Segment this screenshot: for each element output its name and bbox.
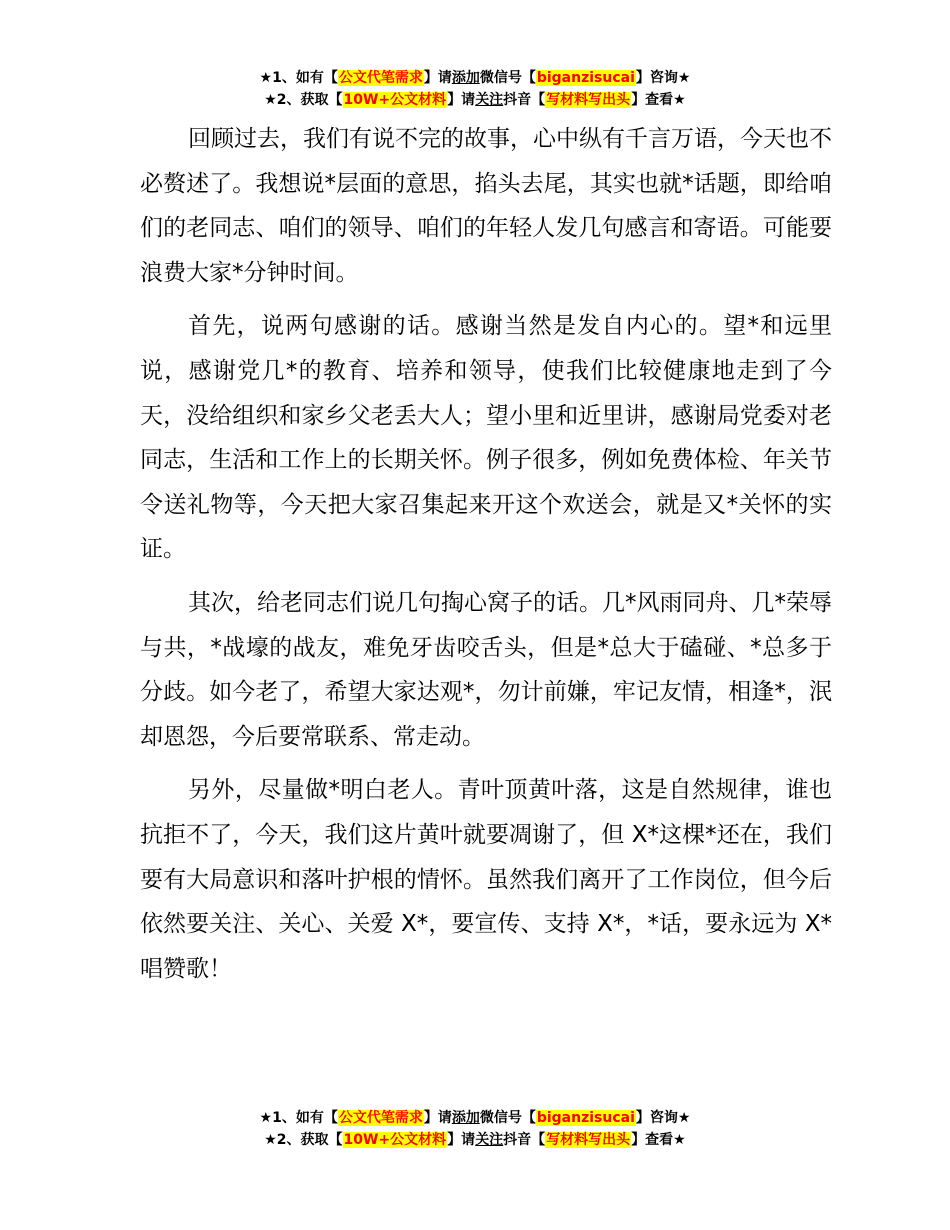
paragraph-wise-elder: 另外，尽量做*明白老人。青叶顶黄叶落，这是自然规律，谁也抗拒不了，今天，我们这片黄叶就要凋谢了，但 X*这棵*还在，我们要有大局意识和落叶护根的情怀。虽然我们离开了工作岗位，但今后依然要关注、关心、关爱 X*，要宣传、支持 X*，*话，要永远为 X*唱赞歌！ bbox=[140, 777, 832, 982]
paragraph-thanks: 首先，说两句感谢的话。感谢当然是发自内心的。望*和远里说，感谢党几*的教育、培养和领导，使我们比较健康地走到了今天，没给组织和家乡父老丢大人；望小里和近里讲，感谢局党委对老同志，生活和工作上的长期关怀。例子很多，例如免费体检、年关节令送礼物等，今天把大家召集起来开这个欢送会，就是又*关怀的实证。 bbox=[140, 313, 832, 563]
banner-underlined-text: 添加 bbox=[451, 1110, 480, 1126]
highlight-wechat-id: biganzisucai bbox=[536, 1110, 635, 1126]
banner-line-1 bbox=[0, 1107, 950, 1129]
header-banner bbox=[0, 67, 950, 111]
banner-underlined-text: 添加 bbox=[451, 70, 480, 86]
highlight-douyin-account: 写材料写出头 bbox=[546, 92, 631, 108]
banner-line-2 bbox=[0, 89, 950, 111]
footer-banner bbox=[0, 1107, 950, 1151]
document-body bbox=[140, 117, 832, 1000]
banner-text: 】咨询★ bbox=[635, 70, 691, 86]
paragraph-review: 回顾过去，我们有说不完的故事，心中纵有千言万语，今天也不必赘述了。我想说*层面的意思，掐头去尾，其实也就*话题，即给咱们的老同志、咱们的领导、咱们的年轻人发几句感言和寄语。可能要浪费大家*分钟时间。 bbox=[140, 126, 832, 286]
banner-underlined-text: 关注 bbox=[475, 1132, 504, 1148]
banner-text: 抖音【 bbox=[503, 1132, 546, 1148]
banner-text: 】请 bbox=[447, 92, 476, 108]
highlight-douyin-account: 写材料写出头 bbox=[546, 1132, 631, 1148]
banner-text: 】咨询★ bbox=[635, 1110, 691, 1126]
banner-underlined-text: 关注 bbox=[475, 92, 504, 108]
banner-text: ★1、如有【 bbox=[259, 1110, 338, 1126]
highlight-service: 公文代笔需求 bbox=[338, 70, 423, 86]
banner-text: ★2、获取【 bbox=[264, 92, 343, 108]
banner-text: 微信号【 bbox=[479, 70, 536, 86]
banner-text: 微信号【 bbox=[479, 1110, 536, 1126]
highlight-wechat-id: biganzisucai bbox=[536, 70, 635, 86]
banner-text: 】请 bbox=[447, 1132, 476, 1148]
highlight-materials: 10W+公文材料 bbox=[343, 1132, 447, 1148]
banner-text: 】查看★ bbox=[631, 1132, 686, 1148]
banner-text: 】请 bbox=[423, 70, 452, 86]
banner-text: 抖音【 bbox=[503, 92, 546, 108]
banner-text: ★1、如有【 bbox=[259, 70, 338, 86]
banner-line-2 bbox=[0, 1129, 950, 1151]
highlight-materials: 10W+公文材料 bbox=[343, 92, 447, 108]
highlight-service: 公文代笔需求 bbox=[338, 1110, 423, 1126]
banner-text: 】查看★ bbox=[631, 92, 686, 108]
banner-line-1 bbox=[0, 67, 950, 89]
banner-text: ★2、获取【 bbox=[264, 1132, 343, 1148]
banner-text: 】请 bbox=[423, 1110, 452, 1126]
paragraph-heartfelt-words: 其次，给老同志们说几句掏心窝子的话。几*风雨同舟、几*荣辱与共，*战壕的战友，难免牙齿咬舌头，但是*总大于磕碰、*总多于分歧。如今老了，希望大家达观*，勿计前嫌，牢记友情，相逢*，泯却恩怨，今后要常联系、常走动。 bbox=[140, 589, 832, 750]
